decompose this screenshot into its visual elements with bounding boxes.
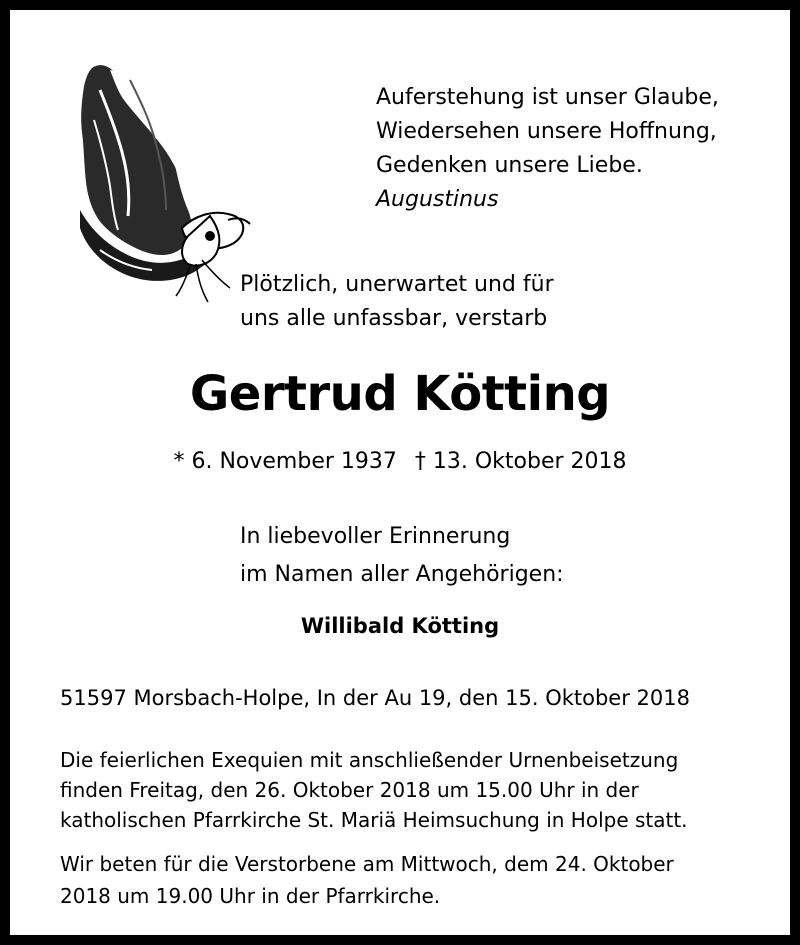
death-date: † 13. Oktober 2018 [414, 449, 627, 474]
birth-date: * 6. November 1937 [173, 449, 397, 474]
service-line: katholischen Pfarrkirche St. Mariä Heimsuchung in Holpe statt. [60, 808, 688, 832]
service-info [60, 745, 756, 835]
praying-hands-icon [70, 60, 260, 305]
quote-line: Wiedersehen unsere Hoffnung, [376, 119, 717, 144]
quote-line: Gedenken unsere Liebe. [376, 153, 643, 178]
service-line: finden Freitag, den 26. Oktober 2018 um 15.00 Uhr in der [60, 778, 639, 802]
prayer-info [60, 848, 756, 912]
signer-name: Willibald Kötting [300, 614, 500, 638]
memory-text [240, 518, 564, 594]
intro-text [240, 268, 554, 336]
prayer-line: 2018 um 19.00 Uhr in der Pfarrkirche. [60, 884, 441, 908]
deceased-name: Gertrud Kötting [189, 366, 611, 422]
quote-author: Augustinus [376, 187, 499, 212]
memory-line: In liebevoller Erinnerung [240, 524, 511, 549]
quote-line: Auferstehung ist unser Glaube, [376, 85, 719, 110]
quote-block [376, 81, 719, 217]
intro-line: Plötzlich, unerwartet und für [240, 272, 554, 297]
address-line: 51597 Morsbach-Holpe, In der Au 19, den 15. Oktober 2018 [60, 686, 690, 710]
memory-line: im Namen aller Angehörigen: [240, 562, 564, 587]
life-dates [10, 449, 790, 474]
intro-line: uns alle unfassbar, verstarb [240, 306, 548, 331]
service-line: Die feierlichen Exequien mit anschließender Urnenbeisetzung [60, 748, 679, 772]
prayer-line: Wir beten für die Verstorbene am Mittwoch, dem 24. Oktober [60, 852, 674, 876]
